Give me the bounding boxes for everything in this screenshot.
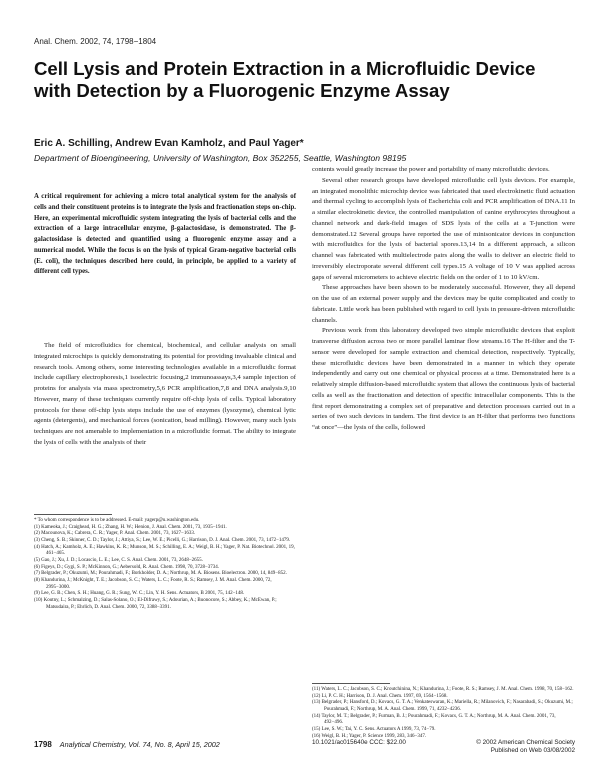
body-paragraph: contents would greatly increase the power and portability of many microfluidic devices. <box>312 166 550 173</box>
reference-item: (15) Lee, S. W.; Tai, Y. C. Sens. Actuators A 1999, 73, 74−79. <box>312 726 436 732</box>
reference-item: (5) Gao, J.; Xu, J. D.; Locascio, L. E.; Lee, C. S. Anal. Chem. 2001, 73, 2648−2655. <box>34 557 203 563</box>
references-left <box>34 518 296 611</box>
reference-item: (14) Taylor, M. T.; Belgrader, P.; Furman, B. J.; Pourahmadi, F.; Kovacs, G. T. A.; Northrup, M. A. Anal. Chem. 2001, 73, 492−496. <box>312 713 556 726</box>
reference-item: (13) Belgrader, P.; Hansford, D.; Kovacs, G. T. A.; Venkateswaran, K.; Mariella, R.; Milanovich, F.; Nasarabadi, S.; Okuzumi, M.; Pourahmadi, F.; Northrup, M. A. Anal. Chem. 1999, 71, 4232−4236. <box>312 700 573 712</box>
reference-item: (11) Waters, L. C.; Jacobson, S. C.; Kroutchinina, N.; Khandurina, J.; Foote, R. S.; Ramsey, J. M. Anal. Chem. 1998, 70, 158−162. <box>312 687 574 692</box>
reference-item: (10) Koutny, L.; Schmalzing, D.; Salas-Solano, O.; El-Difrawy, S.; Adourian, A.; Buonocore, S.; Abbey, K.; McEwan, P.; Matsudaira, P.; Ehrlich, D. Anal. Chem. 2000, 72, 3388−3391. <box>34 597 277 610</box>
correspondence-footnote: * To whom correspondence is to be addressed. E-mail: yagerp@u.washington.edu. <box>34 518 200 523</box>
body-paragraph: Several other research groups have developed microfluidic cell lysis devices. For example, an integrated monolithic microchip device was fabricated that used electrokinetic fluid actuation and thermal cycling to accomplish lysis of Escherichia coli and PCR amplification of DNA.11 In a similar electrokinetic device, the controlled manipulation of canine erythrocytes throughout a channel network and dark-field images of SDS lysis of the cells at a T-junction were demonstrated.12 Several groups have reported the use of minisonicator devices in conjunction with microfluidics for the lysis of bacterial spores.13,14 In a different approach, a silicon channel was fabricated with multielectrode pairs along the walls to deliver an electric field to irreversibly electroporate several different cell types.15 A voltage of 10 V was applied across gaps of several micrometers to achieve electric fields on the order of 1 to 10 kV/cm. <box>312 176 575 281</box>
body-paragraph: The field of microfluidics for chemical, biochemical, and cellular analysis on small integrated microchips is quickly demonstrating its potential for providing invaluable clinical and research tools. Among others, some interesting technologies available in a microfluidic format include capillary electrophoresis,1 isoelectric focusing,2 immunoassays,3,4 sample injection of proteins for analysis via mass spectrometry,5,6 PCR amplification,7,8 and DNA analysis.9,10 However, many of these techniques currently require off-chip lysis of cells. Typical laboratory protocols for these off-chip lysis steps include the use of enzymes (lysozyme), chemical lytic agents (detergents), and mechanical forces (sonication, bead milling). However, many such lysis techniques are not amenable to implementation in a microfluidic format. The ability to integrate the lysis of cells with the analysis of their <box>34 342 296 446</box>
references-divider <box>312 683 390 684</box>
references-right <box>312 687 575 740</box>
journal-reference: Anal. Chem. 2002, 74, 1798−1804 <box>34 37 157 46</box>
journal-issue: Analytical Chemistry, Vol. 74, No. 8, April 15, 2002 <box>59 740 220 749</box>
reference-item: (6) Figeys, D.; Gygi, S. P.; McKinnon, G.; Aebersold, R. Anal. Chem. 1998, 70, 3728−3734. <box>34 564 220 570</box>
copyright: © 2002 American Chemical Society <box>476 739 575 746</box>
publication-date: Published on Web 03/08/2002 <box>490 747 575 754</box>
affiliation: Department of Bioengineering, University of Washington, Box 352255, Seattle, Washington 98195 <box>34 153 407 163</box>
article-title: Cell Lysis and Protein Extraction in a Microfluidic Device with Detection by a Fluorogenic Enzyme Assay <box>34 58 536 101</box>
page-footer-right <box>312 739 575 755</box>
abstract <box>34 192 296 278</box>
page-number: 1798 <box>34 740 52 749</box>
reference-item: (9) Lee, G. B.; Chen, S. H.; Huang, G. R.; Sung, W. C.; Lin, Y. H. Sens. Actuators, B 2001, 75, 142−148. <box>34 591 245 597</box>
abstract-text: A critical requirement for achieving a micro total analytical system for the analysis of cells and their constituent proteins is to integrate the lysis and fractionation steps on-chip. Here, an experimental microfluidic system integrating the lysis of bacterial cells and the extraction of a large intracellular enzyme, β-galactosidase, is demonstrated. The β-galactosidase is detected and quantified using a fluorogenic enzyme assay and a numerical model. While the focus is on the lysis of typical Gram-negative bacterial cells (E. coli), the techniques described here could, in principle, be applied to a variety of different cell types. <box>34 193 296 276</box>
reference-item: (1) Kameoka, J.; Craighead, H. G.; Zhang, H. W.; Henion, J. Anal. Chem. 2001, 73, 1935−1941. <box>34 524 227 530</box>
reference-item: (16) Weigl, B. H.; Yager, P. Science 1999, 283, 346−347. <box>312 733 427 739</box>
body-column-left <box>34 341 296 449</box>
footnote-divider <box>34 514 112 515</box>
body-paragraph: Previous work from this laboratory developed two simple microfluidic devices that exploit transverse diffusion across two or more parallel laminar flow streams.16 The H-filter and the T-sensor were developed for sample extraction and chemical detection, respectively. Typically, these microfluidic devices have been demonstrated in a manner in which they operate independently and carry out one chemical or physical process at a time. Demonstrated here is a relatively simple diffusion-based microfluidic system that allows the continuous lysis of bacterial cells as well as the fractionation and detection of specific intracellular components. This is the first report demonstrating a complex set of preparative and detection processes carried out in a series of two such devices in tandem. The first device is an H-filter that performs two functions “at once”—the lysis of the cells, followed <box>312 327 575 431</box>
reference-item: (12) Li, P. C. H.; Harrison, D. J. Anal. Chem. 1997, 69, 1564−1568. <box>312 693 448 699</box>
body-paragraph: These approaches have been shown to be moderately successful. However, they all depend on the use of an external power supply and the devices may be quite complicated and costly to fabricate. Little work has been published with regard to cell lysis in pressure-driven microfluidic channels. <box>312 284 575 324</box>
page-footer-left <box>34 740 220 749</box>
reference-item: (2) Macounova, K.; Cabrera, C. R.; Yager, P. Anal. Chem. 2001, 73, 1627−1633. <box>34 531 196 537</box>
body-column-right <box>312 165 575 434</box>
reference-item: (4) Hatch, A.; Kamholz, A. E.; Hawkins, K. R.; Munson, M. S.; Schilling, E. A.; Weigl, B. H.; Yager, P. Nat. Biotechnol. 2001, 19, 461−465. <box>34 544 295 557</box>
reference-item: (3) Cheng, S. B.; Skinner, C. D.; Taylor, J.; Attiya, S.; Lee, W. E.; Picelli, G.; Harrison, D. J. Anal. Chem. 2001, 73, 1472−1479. <box>34 537 291 543</box>
reference-item: (7) Belgrader, P.; Okuzumi, M.; Pourahmadi, F.; Borkholder, D. A.; Northrup, M. A. Biosens. Bioelectron. 2000, 14, 849−852. <box>34 571 287 577</box>
author-list: Eric A. Schilling, Andrew Evan Kamholz, and Paul Yager* <box>34 138 304 149</box>
reference-item: (8) Khandurina, J.; McKnight, T. E.; Jacobson, S. C.; Waters, L. C.; Foote, R. S.; Ramsey, J. M. Anal. Chem. 2000, 72, 2995−3000. <box>34 577 272 590</box>
doi-price: 10.1021/ac015640e CCC: $22.00 <box>312 739 406 746</box>
